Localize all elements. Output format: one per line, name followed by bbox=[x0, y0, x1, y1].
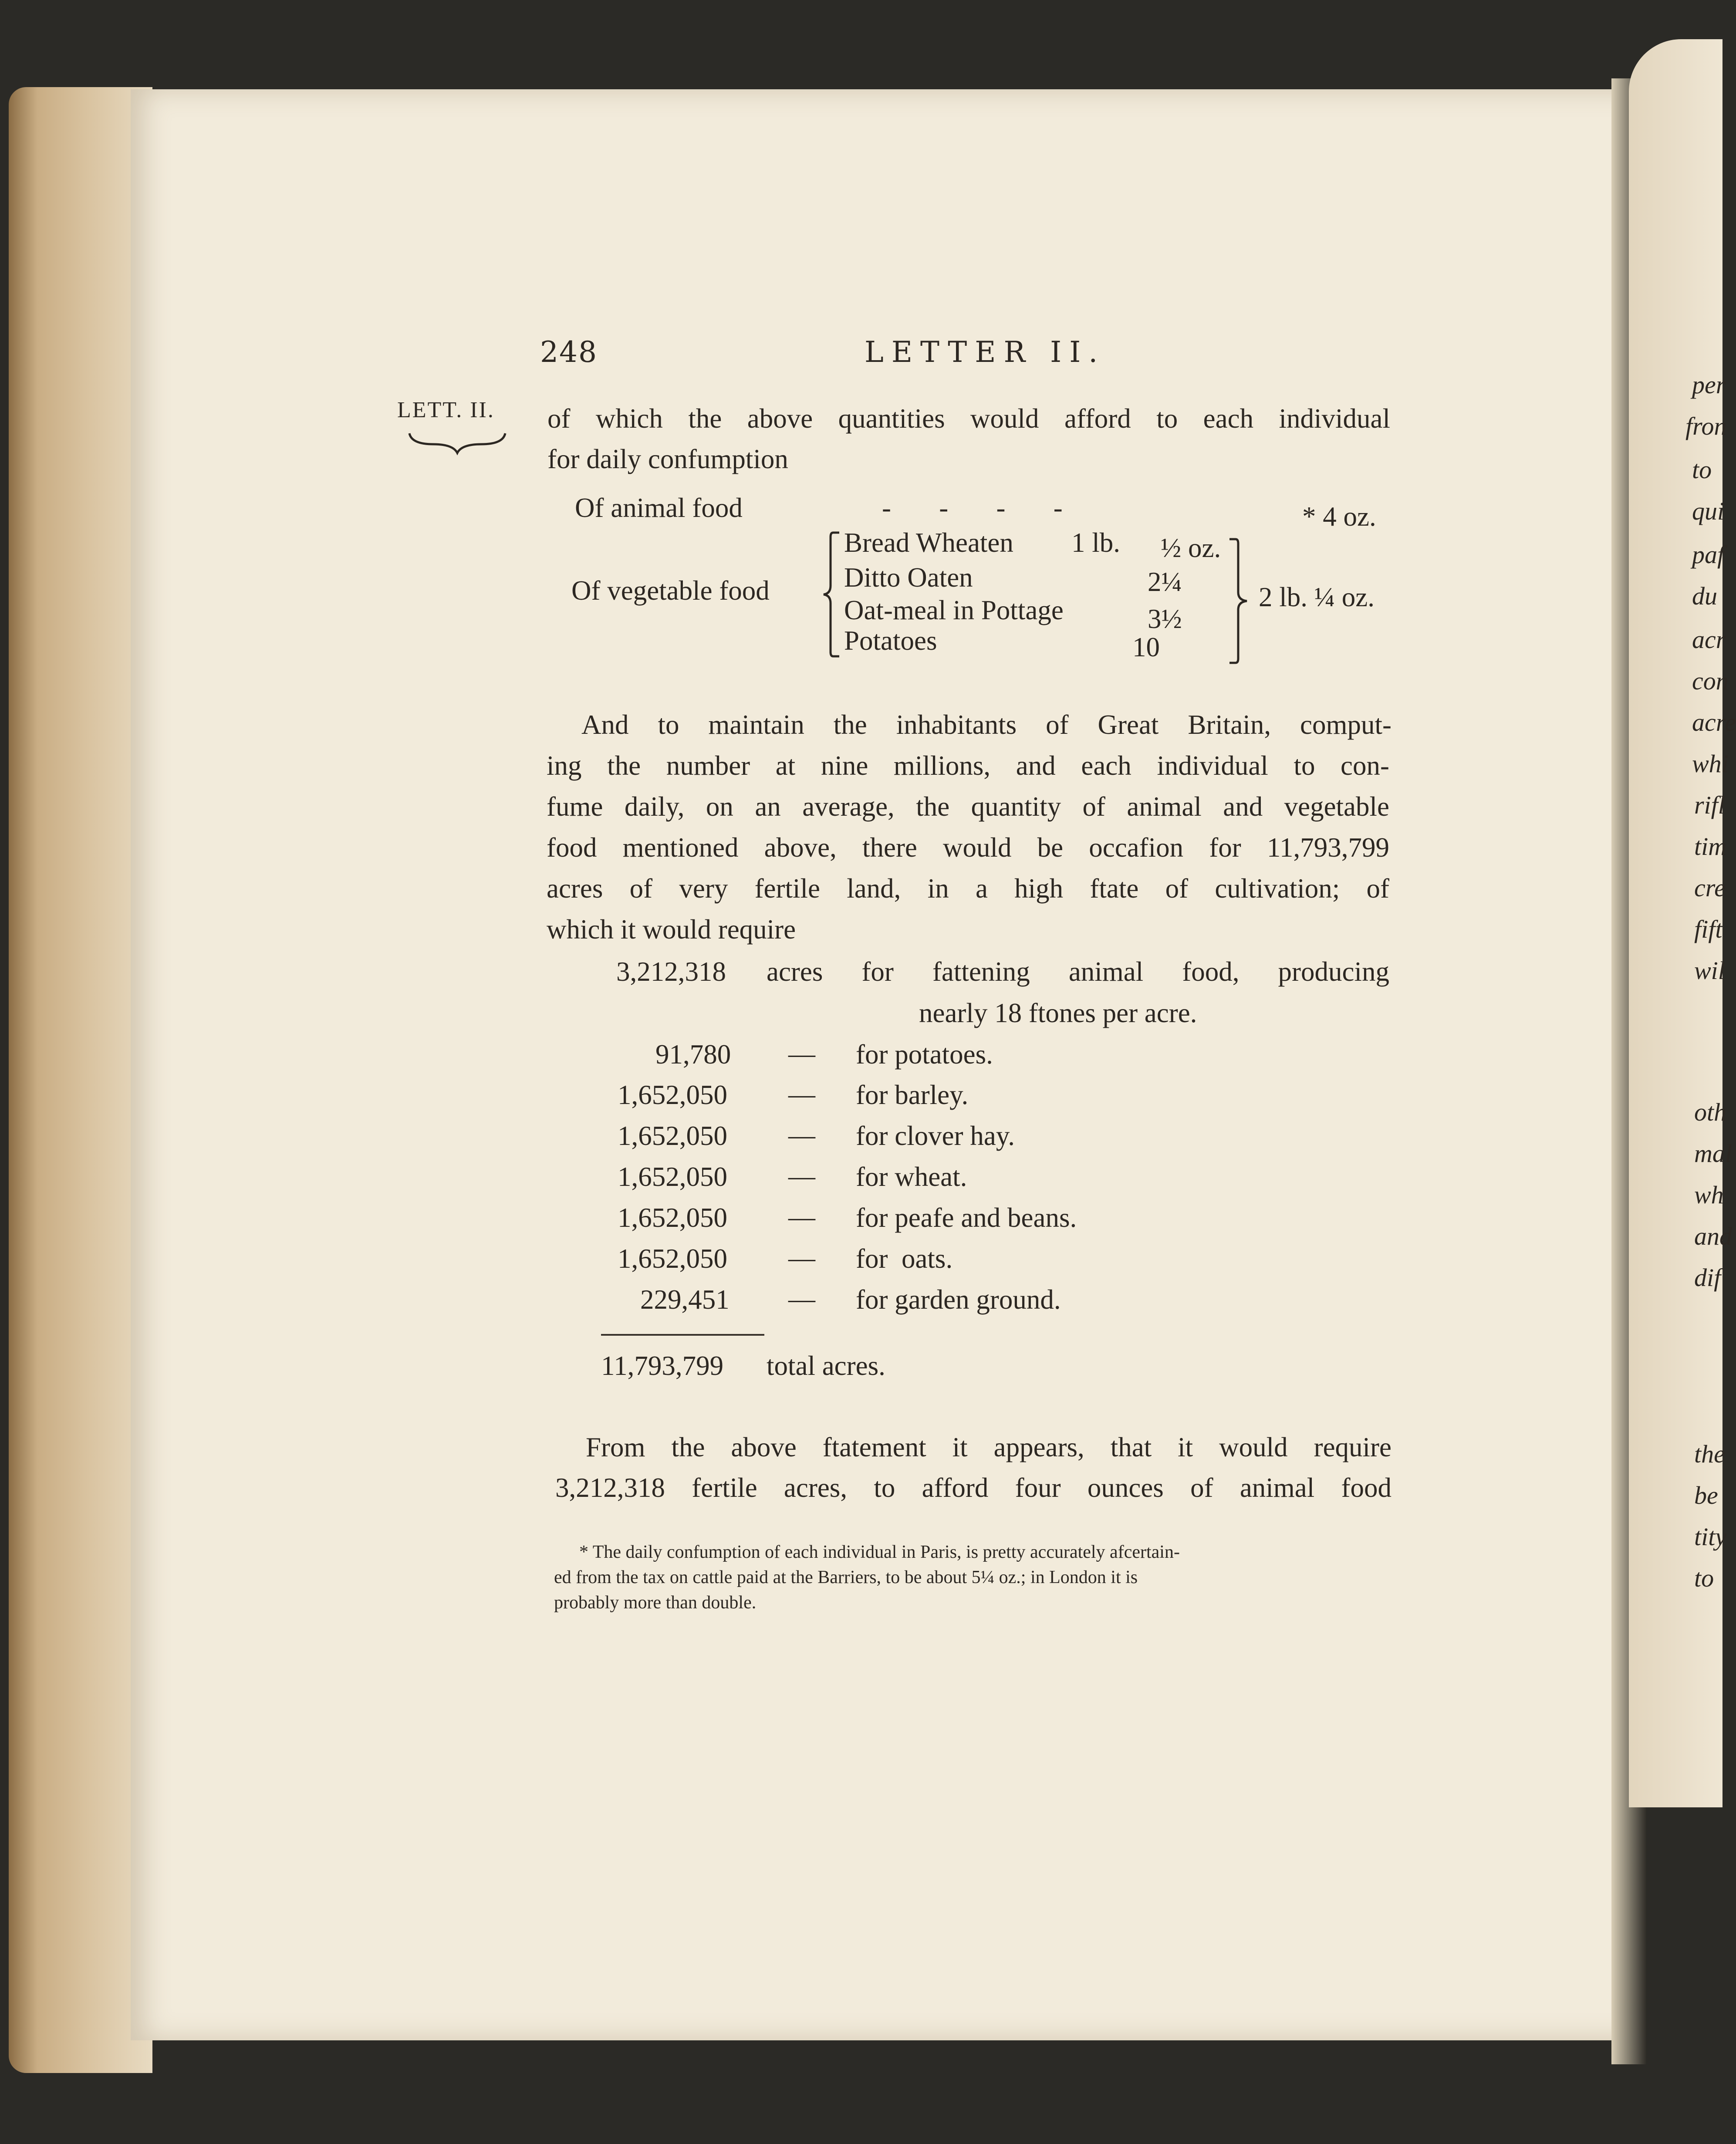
facing-fragment: du bbox=[1692, 582, 1717, 610]
veg-item-2-name: Oat-meal in Pottage bbox=[844, 595, 1064, 625]
acreage-row-1-amount: 1,652,050 bbox=[618, 1080, 727, 1110]
veg-item-2-oz: 3½ bbox=[1148, 604, 1182, 634]
animal-food-dashes: - - - - bbox=[882, 493, 1063, 523]
acreage-first-amount: 3,212,318 bbox=[616, 956, 726, 987]
facing-fragment: dif bbox=[1694, 1263, 1721, 1292]
facing-fragment: mal bbox=[1694, 1139, 1732, 1168]
facing-fragment: fift bbox=[1694, 915, 1722, 943]
acreage-row-2-amount: 1,652,050 bbox=[618, 1121, 727, 1151]
right-brace-icon bbox=[1226, 536, 1252, 666]
acreage-first-cont: nearly 18 ftones per acre. bbox=[919, 998, 1197, 1028]
facing-fragment: rifl bbox=[1694, 791, 1725, 819]
acreage-first-text: acres for fattening animal food, producing bbox=[767, 956, 1389, 987]
para1-line-2: ing the number at nine millions, and each individual to con- bbox=[547, 750, 1389, 781]
veg-item-0-name: Bread Wheaten bbox=[844, 527, 1013, 558]
facing-fragment: acre bbox=[1692, 708, 1736, 736]
acreage-row-6-amount: 229,451 bbox=[640, 1284, 730, 1315]
running-title: LETTER II. bbox=[865, 335, 1106, 369]
facing-fragment: paf bbox=[1692, 540, 1725, 569]
page-number: 248 bbox=[540, 335, 598, 369]
facing-fragment: to bbox=[1692, 456, 1712, 484]
para2-line-2: 3,212,318 fertile acres, to afford four ounces of animal food bbox=[555, 1472, 1392, 1503]
acreage-row-6-dash: — bbox=[788, 1284, 815, 1314]
acreage-row-3-dash: — bbox=[788, 1161, 815, 1191]
acreage-row-3-amount: 1,652,050 bbox=[618, 1161, 727, 1192]
footnote-line-1: * The daily confumption of each individual in Paris, is pretty accurately afcertain- bbox=[579, 1542, 1180, 1562]
facing-fragment: to bbox=[1694, 1564, 1714, 1592]
para1-line-5: acres of very fertile land, in a high ftate of cultivation; of bbox=[547, 873, 1389, 904]
acreage-row-6-use: for garden ground. bbox=[856, 1284, 1061, 1315]
facing-fragment: acr bbox=[1692, 625, 1726, 654]
facing-fragment: wil bbox=[1694, 956, 1725, 985]
acreage-total-amount: 11,793,799 bbox=[601, 1351, 724, 1381]
facing-fragment: fron bbox=[1685, 412, 1727, 440]
veg-item-3-oz: 10 bbox=[1132, 632, 1160, 662]
facing-fragment: whi bbox=[1692, 750, 1729, 778]
acreage-row-5-dash: — bbox=[788, 1243, 815, 1273]
facing-fragment: wh bbox=[1694, 1181, 1724, 1209]
acreage-total-label: total acres. bbox=[767, 1351, 885, 1381]
para1-line-3: fume daily, on an average, the quantity of animal and vegetable bbox=[547, 791, 1389, 822]
facing-fragment: be bbox=[1694, 1481, 1718, 1509]
sum-rule bbox=[601, 1334, 764, 1336]
facing-fragment: cre bbox=[1694, 874, 1726, 902]
acreage-row-4-use: for peafe and beans. bbox=[856, 1202, 1077, 1233]
para1-line-6: which it would require bbox=[547, 914, 796, 945]
facing-fragment: con bbox=[1692, 667, 1729, 695]
facing-fragment: the bbox=[1694, 1440, 1725, 1468]
acreage-row-5-use: for oats. bbox=[856, 1243, 953, 1274]
acreage-row-0-amount: 91,780 bbox=[655, 1039, 731, 1070]
para1-line-4: food mentioned above, there would be occafion for 11,793,799 bbox=[547, 832, 1389, 863]
left-brace-icon bbox=[821, 529, 843, 660]
animal-food-label: Of animal food bbox=[575, 493, 743, 523]
acreage-row-0-use: for potatoes. bbox=[856, 1039, 993, 1070]
acreage-row-1-dash: — bbox=[788, 1080, 815, 1109]
para1-line-1: And to maintain the inhabitants of Great Britain, comput- bbox=[581, 709, 1392, 740]
facing-fragment: tim bbox=[1694, 832, 1727, 861]
acreage-row-4-dash: — bbox=[788, 1202, 815, 1232]
veg-item-3-name: Potatoes bbox=[844, 625, 937, 656]
facing-fragment: qui bbox=[1692, 497, 1725, 525]
facing-fragment: per bbox=[1692, 371, 1726, 399]
acreage-row-5-amount: 1,652,050 bbox=[618, 1243, 727, 1274]
facing-fragment: and bbox=[1694, 1222, 1732, 1250]
veg-item-0-oz: ½ oz. bbox=[1161, 533, 1221, 563]
facing-fragment: tity bbox=[1694, 1523, 1727, 1551]
intro-line-1: of which the above quantities would afford to each individual bbox=[547, 403, 1390, 434]
footnote-line-2: ed from the tax on cattle paid at the Barriers, to be about 5¼ oz.; in London it is bbox=[554, 1567, 1138, 1587]
veg-item-1-oz: 2¼ bbox=[1148, 567, 1182, 597]
facing-fragment: oth bbox=[1694, 1098, 1727, 1126]
veg-item-1-name: Ditto Oaten bbox=[844, 562, 973, 593]
marginal-note: LETT. II. bbox=[397, 398, 495, 422]
footnote-line-3: probably more than double. bbox=[554, 1593, 757, 1613]
acreage-row-0-dash: — bbox=[788, 1039, 815, 1069]
vegetable-food-total: 2 lb. ¼ oz. bbox=[1259, 582, 1375, 612]
intro-line-2: for daily confumption bbox=[547, 444, 788, 474]
acreage-row-3-use: for wheat. bbox=[856, 1161, 967, 1192]
acreage-row-2-use: for clover hay. bbox=[856, 1121, 1015, 1151]
acreage-row-1-use: for barley. bbox=[856, 1080, 969, 1110]
veg-item-0-lb: 1 lb. bbox=[1071, 527, 1121, 558]
para2-line-1: From the above ftatement it appears, that it would require bbox=[586, 1432, 1392, 1462]
vegetable-food-label: Of vegetable food bbox=[571, 575, 770, 606]
animal-food-amount: * 4 oz. bbox=[1302, 501, 1376, 532]
acreage-row-2-dash: — bbox=[788, 1121, 815, 1150]
acreage-row-4-amount: 1,652,050 bbox=[618, 1202, 727, 1233]
marginal-brace-icon bbox=[407, 429, 507, 455]
